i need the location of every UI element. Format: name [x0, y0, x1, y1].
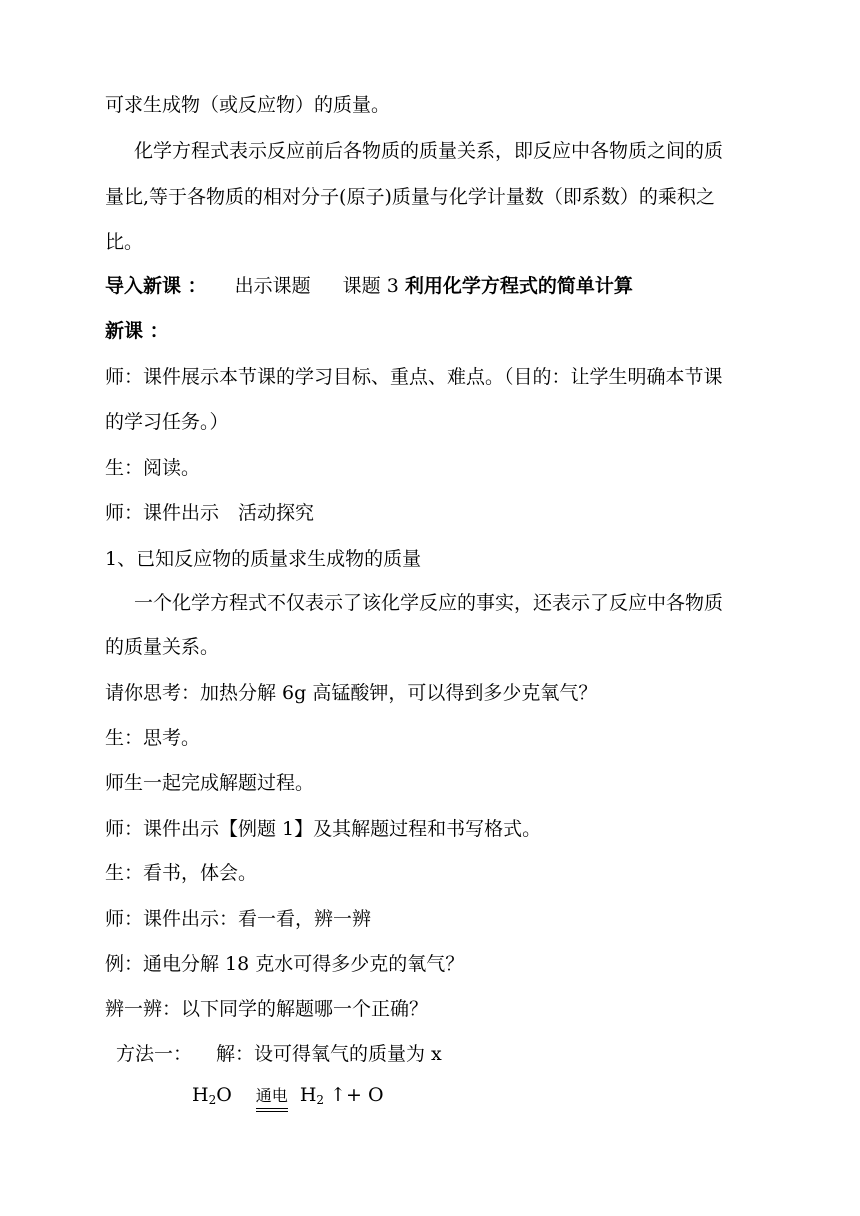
chemical-equation: [192, 1082, 384, 1113]
method-line: [116, 1041, 442, 1067]
products: $H_2$ ↑+ O: [299, 1084, 384, 1107]
reaction-condition: 通电: [256, 1083, 288, 1109]
text-line: 例：通电分解 18 克水可得多少克的氧气？: [105, 953, 465, 975]
text-line: 生：思考。: [105, 727, 201, 749]
text-line: 生：看书，体会。: [105, 862, 258, 884]
text-line: 生：阅读。: [105, 457, 201, 479]
text-line: 可求生成物（或反应物）的质量。: [105, 94, 391, 116]
text-line: 化学方程式表示反应前后各物质的质量关系，即反应中各物质之间的质: [134, 140, 724, 162]
text-line: 的学习任务。）: [105, 411, 229, 433]
text-line: 量比,等于各物质的相对分子(原子)质量与化学计量数（即系数）的乘积之: [105, 186, 715, 208]
method-label: 方法一：: [116, 1043, 193, 1065]
topic-number: 3: [386, 275, 399, 297]
text-line: 的质量关系。: [105, 636, 220, 658]
text-line: 比。: [105, 231, 144, 253]
reactant: $H_2O$: [192, 1084, 232, 1107]
topic-title: 利用化学方程式的简单计算: [404, 275, 633, 297]
section-label: 导入新课 ：: [105, 275, 207, 297]
text-line: 师生一起完成解题过程。: [105, 772, 315, 794]
method-setup: 解：设可得氧气的质量为 x: [216, 1043, 442, 1065]
text-line: 1、已知反应物的质量求生成物的质量: [105, 548, 422, 570]
text-line: 请你思考：加热分解 6g 高锰酸钾，可以得到多少克氧气？: [105, 682, 598, 704]
section-heading: 新课 ：: [105, 320, 169, 342]
show-topic-text: 出示课题: [234, 275, 311, 297]
topic-prefix: 课题: [342, 275, 381, 297]
text-line: 师：课件出示 活动探究: [105, 502, 315, 524]
text-line: 师：课件展示本节课的学习目标、重点、难点。（目的：让学生明确本节课: [105, 366, 723, 388]
text-line: 师：课件出示【例题 1】及其解题过程和书写格式。: [105, 818, 542, 840]
text-line: 辨一辨：以下同学的解题哪一个正确？: [105, 998, 429, 1020]
lesson-title-line: [105, 273, 633, 299]
text-line: 师：课件出示：看一看，辨一辨: [105, 908, 372, 930]
text-line: 一个化学方程式不仅表示了该化学反应的事实，还表示了反应中各物质: [134, 592, 724, 614]
